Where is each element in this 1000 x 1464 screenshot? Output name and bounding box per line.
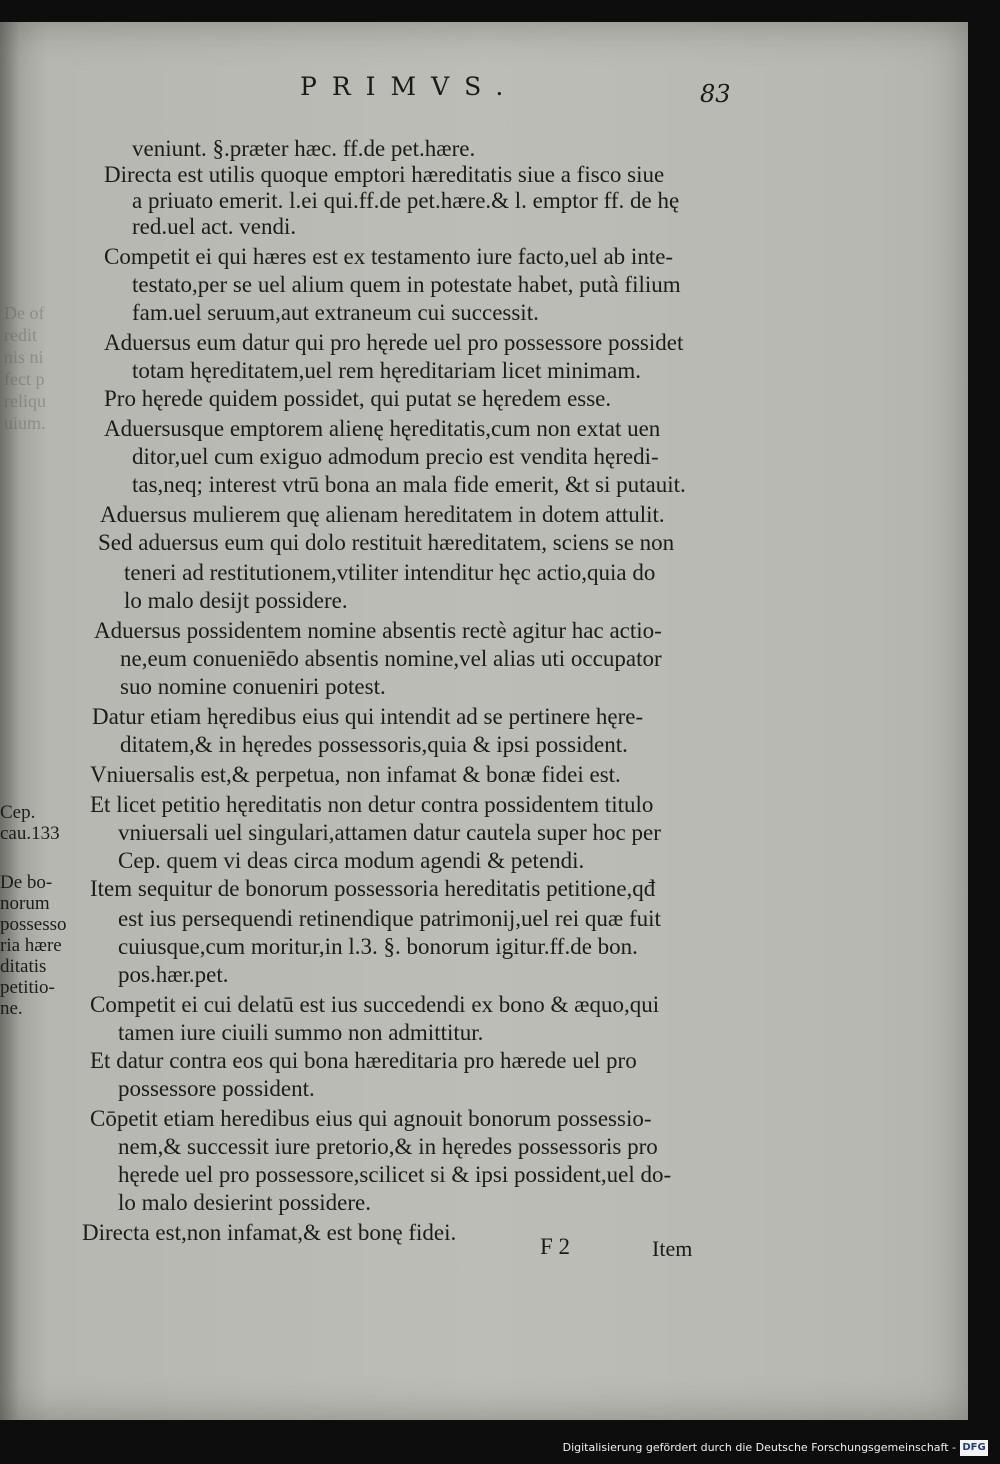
margin-note-line: petitio- [0, 977, 55, 998]
text-line: Directa est,non infamat,& est bonę fidei. [82, 1220, 457, 1245]
text-line: Cep. quem vi deas circa modum agendi & petendi. [118, 848, 585, 873]
text-line: Cōpetit etiam heredibus eius qui agnouit bonorum possessio- [90, 1106, 652, 1131]
text-line: ditatem,& in hęredes possessoris,quia & ipsi possident. [120, 732, 628, 757]
text-line: Pro hęrede quidem possidet, qui putat se hęredem esse. [104, 386, 612, 411]
text-line: ditor,uel cum exiguo admodum precio est vendita hęredi- [132, 444, 659, 469]
margin-note-line: possesso [0, 914, 67, 935]
text-line: veniunt. §.præter hæc. ff.de pet.hære. [132, 136, 476, 161]
text-line: Aduersus mulierem quę alienam hereditatem in dotem attulit. [100, 502, 665, 527]
margin-note-line: De bo- [0, 872, 53, 893]
book-page [0, 22, 968, 1420]
margin-note-line: ne. [0, 998, 23, 1019]
margin-note-bonorum [0, 872, 80, 1019]
text-line: cuiusque,cum moritur,in l.3. §. bonorum igitur.ff.de bon. [118, 934, 638, 959]
text-line: Datur etiam hęredibus eius qui intendit ad se pertinere hęre- [92, 704, 644, 729]
margin-note-cep [0, 802, 80, 844]
footer-bar [0, 1438, 996, 1460]
text-line: vniuersali uel singulari,attamen datur cautela super hoc per [118, 820, 661, 845]
margin-note-line: ditatis [0, 956, 47, 977]
text-line: red.uel act. vendi. [132, 214, 297, 239]
text-line: Competit ei qui hæres est ex testamento iure facto,uel ab inte- [104, 244, 674, 269]
text-line: ne,eum conueniēdo absentis nomine,vel alias uti occupator [120, 646, 662, 671]
text-line: Sed aduersus eum qui dolo restituit hæreditatem, sciens se non [98, 530, 675, 555]
text-line: teneri ad restitutionem,vtiliter intenditur hęc actio,quia do [124, 560, 656, 585]
text-line: a priuato emerit. l.ei qui.ff.de pet.hære.& l. emptor ff. de hę [132, 188, 680, 213]
margin-note-line: Cep. [0, 802, 36, 823]
text-line: Et datur contra eos qui bona hæreditaria pro hærede uel pro [90, 1048, 637, 1073]
text-line: lo malo desijt possidere. [124, 588, 348, 613]
text-line: testato,per se uel alium quem in potestate habet, putà filium [132, 272, 681, 297]
catchword: Item [652, 1236, 693, 1261]
margin-note-line: ria hære [0, 935, 62, 956]
text-line: lo malo desierint possidere. [118, 1190, 371, 1215]
text-line: tas,neq; interest vtrū bona an mala fide emerit, &t si putauit. [132, 472, 686, 497]
text-line: est ius persequendi retinendique patrimonij,uel rei quæ fuit [118, 906, 661, 931]
funding-credit: Digitalisierung gefördert durch die Deutsche Forschungsgemeinschaft - [562, 1441, 956, 1454]
text-line: Aduersus eum datur qui pro hęrede uel pro possessore possidet [104, 330, 684, 355]
running-title: PRIMVS. [300, 72, 519, 101]
text-line: Item sequitur de bonorum possessoria hereditatis petitione,qđ [90, 876, 656, 901]
text-line: hęrede uel pro possessore,scilicet si & ipsi possident,uel do- [118, 1162, 672, 1187]
text-line: Et licet petitio hęreditatis non detur contra possidentem titulo [90, 792, 654, 817]
text-line: Vniuersalis est,& perpetua, non infamat & bonæ fidei est. [90, 762, 621, 787]
text-line: tamen iure ciuili summo non admittitur. [118, 1020, 484, 1045]
text-line: possessore possident. [118, 1076, 315, 1101]
text-line: nem,& successit iure pretorio,& in hęredes possessoris pro [118, 1134, 658, 1159]
text-line: suo nomine conueniri potest. [120, 674, 386, 699]
dfg-logo: DFG [960, 1440, 988, 1456]
text-line: Aduersusque emptorem alienę hęreditatis,cum non extat uen [104, 416, 661, 441]
signature-mark: F 2 [540, 1234, 571, 1259]
margin-note-line: norum [0, 893, 50, 914]
text-line: Aduersus possidentem nomine absentis rectè agitur hac actio- [94, 618, 662, 643]
margin-note-line: cau.133 [0, 823, 60, 844]
text-line: totam hęreditatem,uel rem hęreditariam licet minimam. [132, 358, 641, 383]
faded-margin-notes: De of redit nis ni fect p reliqu uium. [4, 303, 46, 433]
text-line: Directa est utilis quoque emptori hæreditatis siue a fisco siue [104, 162, 665, 187]
page-number: 83 [700, 80, 731, 108]
text-line: pos.hær.pet. [118, 962, 229, 987]
text-line: Competit ei cui delatū est ius succedendi ex bono & æquo,qui [90, 992, 660, 1017]
text-line: fam.uel seruum,aut extraneum cui successit. [132, 300, 539, 325]
